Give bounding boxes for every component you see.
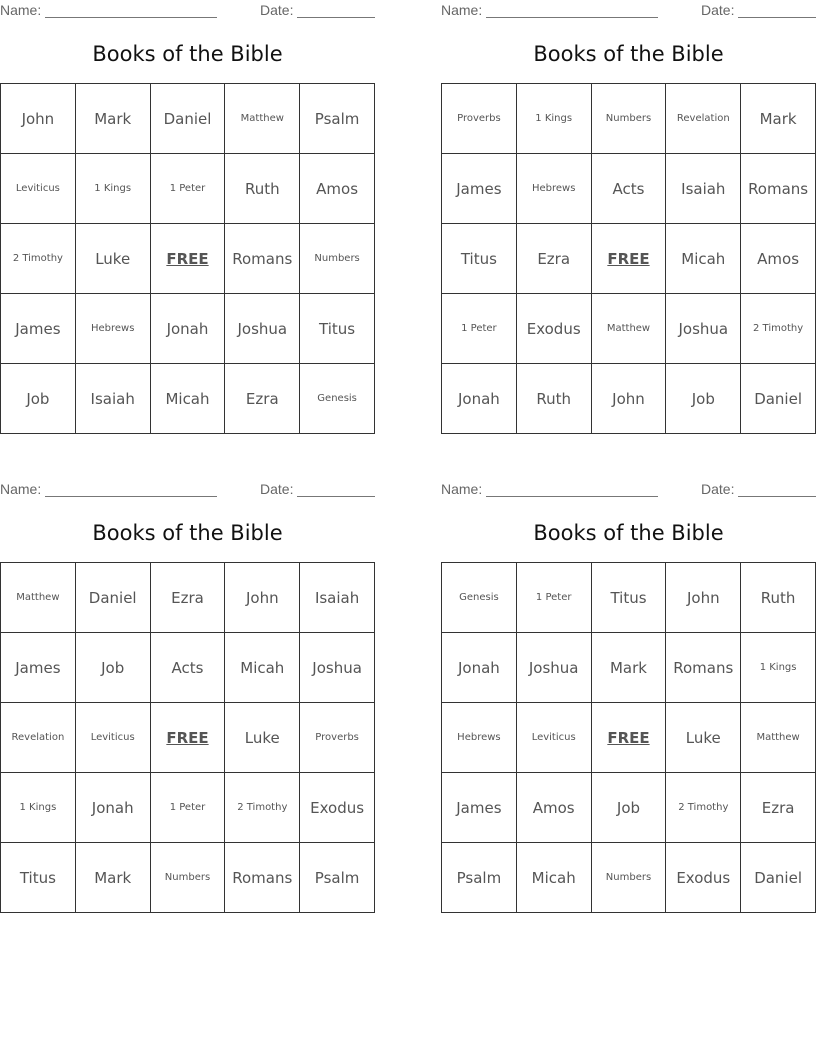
card-header xyxy=(0,2,375,20)
bingo-cell[interactable]: Proverbs xyxy=(300,703,375,773)
bingo-cell[interactable]: Ruth xyxy=(741,563,816,633)
bingo-cell[interactable]: Proverbs xyxy=(442,84,517,154)
bingo-cell[interactable]: Matthew xyxy=(225,84,300,154)
bingo-cell[interactable]: Isaiah xyxy=(76,364,151,434)
bingo-cell[interactable]: Amos xyxy=(300,154,375,224)
date-label: Date: xyxy=(260,481,294,497)
date-field-line[interactable] xyxy=(738,17,816,18)
name-label: Name: xyxy=(441,2,483,18)
bingo-cell[interactable]: Titus xyxy=(442,224,517,294)
bingo-cell[interactable]: John xyxy=(592,364,667,434)
card-header xyxy=(441,481,816,499)
bingo-cell[interactable]: 1 Peter xyxy=(151,773,226,843)
bingo-cell[interactable]: Psalm xyxy=(300,843,375,913)
bingo-cell[interactable]: James xyxy=(1,294,76,364)
bingo-cell[interactable]: Ezra xyxy=(225,364,300,434)
bingo-cell[interactable]: Hebrews xyxy=(442,703,517,773)
bingo-cell[interactable]: Amos xyxy=(517,773,592,843)
bingo-cell[interactable]: Job xyxy=(592,773,667,843)
bingo-cell[interactable]: Numbers xyxy=(151,843,226,913)
bingo-cell[interactable]: Job xyxy=(76,633,151,703)
name-label: Name: xyxy=(441,481,483,497)
bingo-cell[interactable]: 2 Timothy xyxy=(225,773,300,843)
bingo-cell[interactable]: Luke xyxy=(225,703,300,773)
bingo-cell[interactable]: Leviticus xyxy=(76,703,151,773)
bingo-cell[interactable]: Titus xyxy=(1,843,76,913)
bingo-cell[interactable]: Romans xyxy=(225,843,300,913)
date-field-line[interactable] xyxy=(297,17,375,18)
bingo-cell[interactable]: Luke xyxy=(76,224,151,294)
bingo-cell[interactable]: 1 Kings xyxy=(517,84,592,154)
bingo-cell[interactable]: Genesis xyxy=(300,364,375,434)
bingo-cell[interactable]: Joshua xyxy=(666,294,741,364)
bingo-cell[interactable]: Ruth xyxy=(225,154,300,224)
bingo-cell[interactable]: Joshua xyxy=(517,633,592,703)
bingo-cell[interactable]: 1 Peter xyxy=(517,563,592,633)
bingo-cell[interactable]: Jonah xyxy=(442,633,517,703)
bingo-cell[interactable]: Jonah xyxy=(442,364,517,434)
name-field-line[interactable] xyxy=(45,496,217,497)
bingo-cell[interactable]: John xyxy=(225,563,300,633)
bingo-cell[interactable]: Daniel xyxy=(741,843,816,913)
card-header xyxy=(0,481,375,499)
bingo-cell[interactable]: Daniel xyxy=(76,563,151,633)
bingo-cell[interactable]: Micah xyxy=(666,224,741,294)
bingo-cell[interactable]: John xyxy=(666,563,741,633)
bingo-cell[interactable]: Matthew xyxy=(592,294,667,364)
bingo-cell[interactable]: Genesis xyxy=(442,563,517,633)
date-field-line[interactable] xyxy=(738,496,816,497)
bingo-cell[interactable]: Ezra xyxy=(517,224,592,294)
bingo-cell[interactable]: 2 Timothy xyxy=(1,224,76,294)
bingo-cell[interactable]: Numbers xyxy=(300,224,375,294)
date-label: Date: xyxy=(701,2,735,18)
bingo-cell[interactable]: Isaiah xyxy=(666,154,741,224)
bingo-cell[interactable]: Joshua xyxy=(225,294,300,364)
bingo-cell[interactable]: Titus xyxy=(592,563,667,633)
bingo-card-2 xyxy=(441,0,816,434)
name-field-line[interactable] xyxy=(486,496,658,497)
bingo-cell[interactable]: Mark xyxy=(76,843,151,913)
bingo-cell[interactable]: James xyxy=(1,633,76,703)
bingo-cell[interactable]: 1 Kings xyxy=(76,154,151,224)
bingo-cell[interactable]: Psalm xyxy=(300,84,375,154)
bingo-cell[interactable]: Micah xyxy=(151,364,226,434)
bingo-cell[interactable]: Leviticus xyxy=(1,154,76,224)
card-title: Books of the Bible xyxy=(533,42,724,66)
bingo-cell[interactable]: Jonah xyxy=(151,294,226,364)
bingo-cell[interactable]: Exodus xyxy=(666,843,741,913)
bingo-cell[interactable]: John xyxy=(1,84,76,154)
bingo-card-1 xyxy=(0,0,375,434)
bingo-cell[interactable]: Ezra xyxy=(151,563,226,633)
bingo-cell[interactable]: Micah xyxy=(225,633,300,703)
bingo-cell[interactable]: Job xyxy=(666,364,741,434)
bingo-cell[interactable]: 2 Timothy xyxy=(666,773,741,843)
card-header xyxy=(441,2,816,20)
bingo-grid xyxy=(0,562,375,913)
bingo-cell[interactable]: Acts xyxy=(592,154,667,224)
bingo-cell[interactable]: Exodus xyxy=(300,773,375,843)
bingo-cell[interactable]: Mark xyxy=(76,84,151,154)
date-label: Date: xyxy=(260,2,294,18)
bingo-cell[interactable]: Hebrews xyxy=(517,154,592,224)
free-space-cell[interactable]: FREE xyxy=(151,224,226,294)
bingo-cell[interactable]: Luke xyxy=(666,703,741,773)
bingo-cell[interactable]: Hebrews xyxy=(76,294,151,364)
bingo-grid xyxy=(441,83,816,434)
name-label: Name: xyxy=(0,481,42,497)
name-field-line[interactable] xyxy=(486,17,658,18)
bingo-cell[interactable]: 1 Kings xyxy=(741,633,816,703)
bingo-cell[interactable]: Psalm xyxy=(442,843,517,913)
bingo-cell[interactable]: Jonah xyxy=(76,773,151,843)
bingo-cell[interactable]: Ruth xyxy=(517,364,592,434)
free-space-cell[interactable]: FREE xyxy=(592,224,667,294)
bingo-cell[interactable]: Matthew xyxy=(1,563,76,633)
card-title: Books of the Bible xyxy=(92,42,283,66)
bingo-cell[interactable]: Revelation xyxy=(1,703,76,773)
bingo-cell[interactable]: Exodus xyxy=(517,294,592,364)
bingo-cell[interactable]: Daniel xyxy=(151,84,226,154)
bingo-cell[interactable]: Mark xyxy=(592,633,667,703)
bingo-card-4 xyxy=(441,479,816,913)
bingo-cell[interactable]: Amos xyxy=(741,224,816,294)
bingo-cell[interactable]: James xyxy=(442,154,517,224)
bingo-cell[interactable]: Acts xyxy=(151,633,226,703)
name-label: Name: xyxy=(0,2,42,18)
date-field-line[interactable] xyxy=(297,496,375,497)
bingo-cell[interactable]: James xyxy=(442,773,517,843)
bingo-cell[interactable]: Romans xyxy=(741,154,816,224)
bingo-cell[interactable]: 1 Peter xyxy=(151,154,226,224)
bingo-cell[interactable]: Mark xyxy=(741,84,816,154)
bingo-cell[interactable]: Romans xyxy=(225,224,300,294)
bingo-cell[interactable]: Numbers xyxy=(592,84,667,154)
bingo-cell[interactable]: Leviticus xyxy=(517,703,592,773)
bingo-cell[interactable]: 1 Peter xyxy=(442,294,517,364)
bingo-cell[interactable]: Micah xyxy=(517,843,592,913)
bingo-card-3 xyxy=(0,479,375,913)
date-label: Date: xyxy=(701,481,735,497)
card-title: Books of the Bible xyxy=(92,521,283,545)
free-space-cell[interactable]: FREE xyxy=(592,703,667,773)
name-field-line[interactable] xyxy=(45,17,217,18)
free-space-cell[interactable]: FREE xyxy=(151,703,226,773)
bingo-cell[interactable]: Matthew xyxy=(741,703,816,773)
bingo-cell[interactable]: 2 Timothy xyxy=(741,294,816,364)
card-title: Books of the Bible xyxy=(533,521,724,545)
bingo-cell[interactable]: Titus xyxy=(300,294,375,364)
bingo-cell[interactable]: Joshua xyxy=(300,633,375,703)
bingo-cell[interactable]: Job xyxy=(1,364,76,434)
bingo-cell[interactable]: Romans xyxy=(666,633,741,703)
bingo-cell[interactable]: 1 Kings xyxy=(1,773,76,843)
bingo-cell[interactable]: Ezra xyxy=(741,773,816,843)
bingo-grid xyxy=(441,562,816,913)
bingo-cell[interactable]: Daniel xyxy=(741,364,816,434)
bingo-grid xyxy=(0,83,375,434)
bingo-cell[interactable]: Revelation xyxy=(666,84,741,154)
bingo-cell[interactable]: Isaiah xyxy=(300,563,375,633)
bingo-cell[interactable]: Numbers xyxy=(592,843,667,913)
